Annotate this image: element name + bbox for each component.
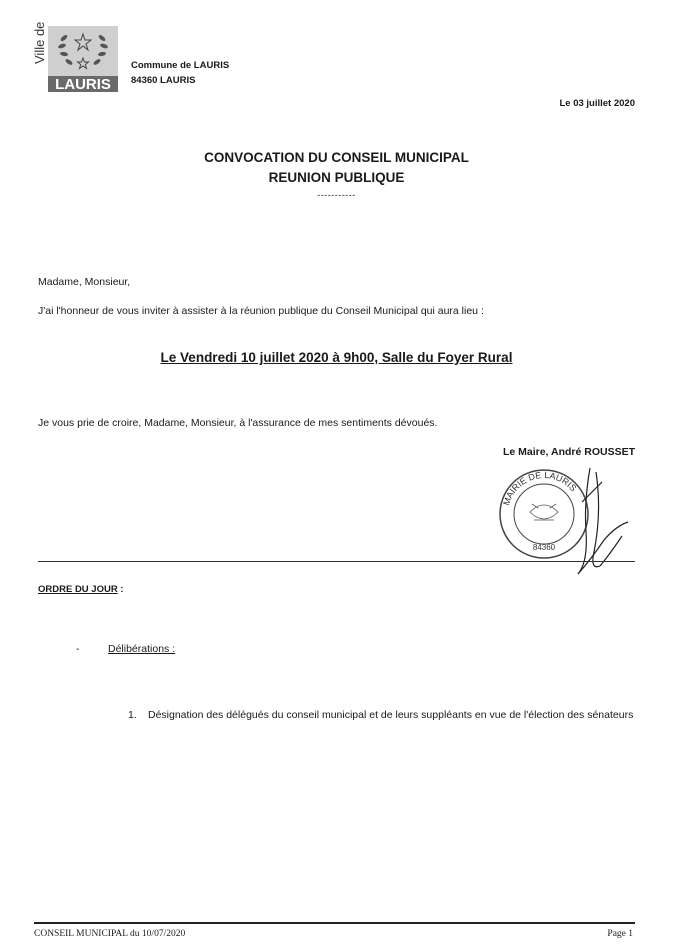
mayor-stamp-and-signature — [492, 462, 634, 580]
logo-text-lauris: LAURIS — [55, 76, 111, 93]
commune-postcode: 84360 LAURIS — [131, 75, 196, 86]
commune-name: Commune de LAURIS — [131, 60, 230, 71]
footer-page-number: Page 1 — [607, 929, 633, 939]
footer-divider — [34, 922, 635, 924]
agenda-heading-label: ORDRE DU JOUR — [38, 584, 118, 595]
salutation: Madame, Monsieur, — [38, 276, 131, 288]
title-line-1: CONVOCATION DU CONSEIL MUNICIPAL — [204, 150, 469, 165]
title-separator: ----------- — [317, 190, 356, 200]
letter-date: Le 03 juillet 2020 — [559, 98, 635, 109]
document-title — [0, 148, 673, 188]
ville-de-lauris-logo — [32, 21, 120, 93]
mairie-seal-stamp-icon — [492, 462, 634, 580]
agenda-item-number: 1. — [128, 709, 137, 721]
stamp-text-top: MAIRIE DE LAURIS — [501, 469, 579, 507]
closing-text: Je vous prie de croire, Madame, Monsieur, à l'assurance de mes sentiments dévoués. — [38, 417, 438, 429]
agenda-heading — [38, 584, 124, 595]
title-line-2: REUNION PUBLIQUE — [268, 170, 405, 185]
agenda-heading-colon: : — [117, 584, 124, 595]
commune-address — [131, 58, 229, 88]
section-bullet-dash: - — [76, 643, 80, 655]
deliberations-heading: Délibérations : — [108, 643, 176, 655]
stamp-text-bottom: 84360 — [532, 543, 556, 552]
section-divider — [38, 561, 635, 562]
agenda-item — [128, 708, 635, 723]
meeting-details: Le Vendredi 10 juillet 2020 à 9h00, Salle du Foyer Rural — [160, 350, 513, 365]
logo-text-ville-de: Ville de — [32, 21, 47, 64]
mayor-signature-name: Le Maire, André ROUSSET — [502, 446, 635, 458]
agenda-item-text: Désignation des délégués du conseil municipal et de leurs suppléants en vue de l'élection des sénateurs — [148, 709, 634, 721]
laurel-wreath-logo-icon — [32, 21, 120, 93]
footer-document-label: CONSEIL MUNICIPAL du 10/07/2020 — [34, 929, 186, 939]
invitation-text: J'ai l'honneur de vous inviter à assister à la réunion publique du Conseil Municipal qui aura lieu : — [38, 305, 484, 317]
